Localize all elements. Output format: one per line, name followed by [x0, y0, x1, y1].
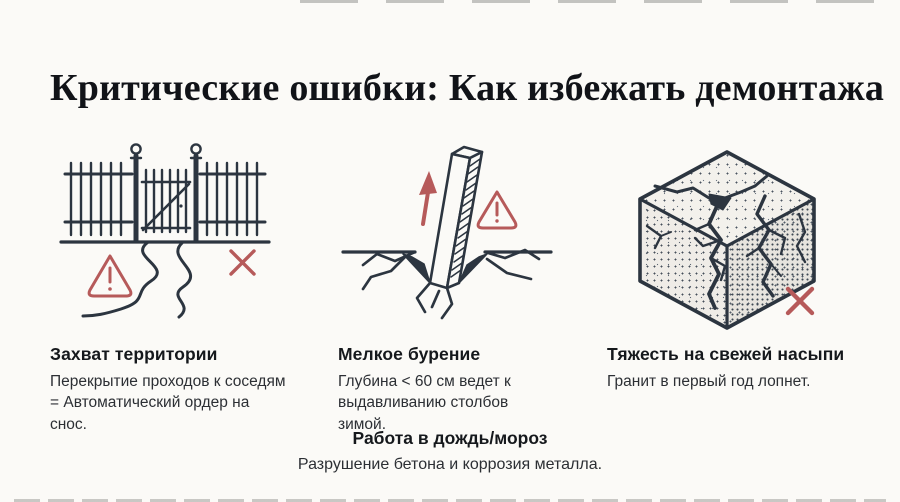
footer-body: Разрушение бетона и коррозия металла.: [297, 456, 603, 473]
column-body-drilling: Глубина < 60 см ведет к выдавливанию столбов зимой.: [338, 373, 511, 433]
warning-triangle-icon: [89, 256, 131, 296]
top-edge-artifact: [300, 0, 900, 3]
warning-triangle-icon: [478, 192, 516, 228]
page-title: Критические ошибки: Как избежать демонтажа: [50, 67, 885, 109]
fence-gate-path-svg: [55, 140, 275, 322]
column-body-weight: Гранит в первый год лопнет.: [607, 373, 811, 390]
frost-heave-post-icon: [335, 140, 560, 322]
cracked-cube-svg: [615, 142, 845, 330]
up-arrow-icon: [419, 171, 437, 224]
cross-mark-icon: [231, 251, 254, 274]
column-heading-territory: Захват территории: [50, 344, 218, 364]
footer-note: [0, 428, 900, 474]
cross-mark-icon: [788, 289, 812, 313]
column-heading-weight: Тяжесть на свежей насыпи: [607, 344, 845, 364]
footer-heading: Работа в дождь/мороз: [352, 428, 548, 448]
column-body-territory: Перекрытие проходов к соседям = Автоматический ордер на снос.: [50, 373, 286, 433]
column-heading-drilling: Мелкое бурение: [338, 344, 481, 364]
fence-gate-path-icon: [55, 140, 275, 322]
cracked-granite-cube-icon: [615, 142, 845, 330]
frost-heave-post-svg: [335, 140, 560, 322]
